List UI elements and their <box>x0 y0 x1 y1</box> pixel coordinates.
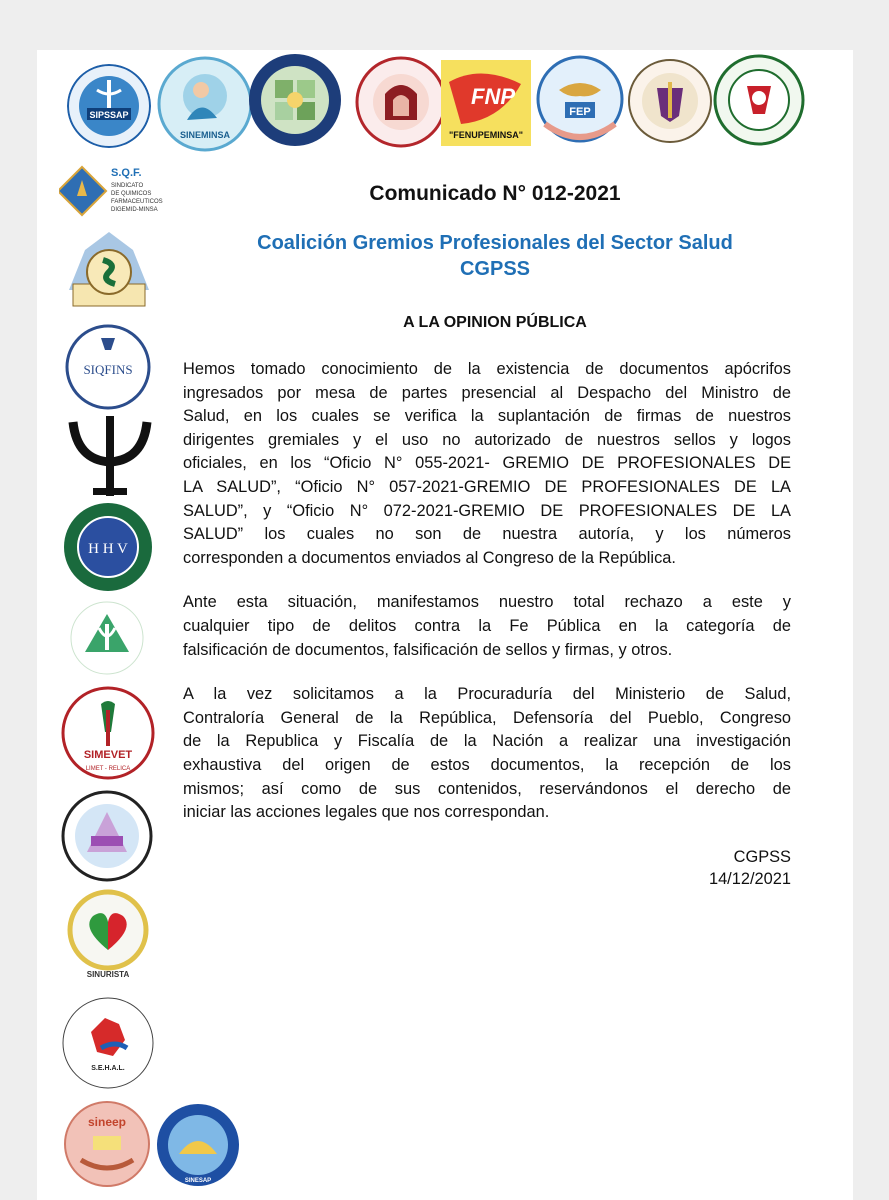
logo-sineep <box>63 1100 151 1188</box>
logo-fep <box>535 54 625 146</box>
logo-psicologos-triangle <box>59 598 155 678</box>
document-body <box>183 358 791 846</box>
logo-hhv <box>63 502 153 592</box>
sinesap-label: SINESAP <box>184 1178 212 1184</box>
coalition-acronym: CGPSS <box>459 258 531 280</box>
fenupeminsa-label: "FENUPEMINSA" <box>448 130 524 140</box>
document-date: 14/12/2021 <box>708 870 791 888</box>
paragraph-1 <box>183 358 791 570</box>
logo-obstetras <box>355 56 447 148</box>
siqfins-label: SIQFINS <box>83 362 133 377</box>
sqf-title: S.Q.F. <box>111 167 142 179</box>
text-line: cualquier tipo de delitos contra la Fe Pública en la categoría de <box>183 616 791 635</box>
sineep-label: sineep <box>87 1115 127 1129</box>
text-line: SALUD” los cuales no son de nuestra autoría, y los números <box>183 525 791 544</box>
simevet-label: SIMEVET <box>83 749 133 761</box>
simevet-sub: LIMET - RELICA <box>85 766 131 772</box>
text-line: ingresados por mesa de partes presencial al Despacho del Ministro de <box>183 383 791 402</box>
paragraph-3 <box>183 683 791 825</box>
text-line: oficiales, en los “Oficio N° 055-2021- GREMIO DE PROFESIONALES DE <box>183 454 791 473</box>
sqf-line-1: SINDICATO <box>111 183 144 189</box>
text-line: exhaustiva del origen de estos documentos, la recepción de los <box>183 755 791 774</box>
section-heading: A LA OPINION PÚBLICA <box>403 314 587 331</box>
text-line: Contraloría General de la República, Defensoría del Pueblo, Congreso <box>183 708 791 727</box>
logo-biologos <box>713 54 805 146</box>
logo-siqfins <box>65 324 151 410</box>
document-page <box>37 50 853 1200</box>
fep-label: FEP <box>569 106 591 118</box>
logo-tecnologos <box>247 52 343 148</box>
text-line: corresponden a documentos enviados al Congreso de la República. <box>183 548 676 567</box>
logo-cirujanos-dentistas <box>627 58 713 144</box>
text-line: Ante esta situación, manifestamos nuestro total rechazo a este y <box>183 593 791 612</box>
coalition-name: Coalición Gremios Profesionales del Sector Salud <box>257 232 733 254</box>
logo-trabajadores-sociales <box>61 790 153 882</box>
logo-sinurista <box>61 888 155 980</box>
logo-fenupeminsa <box>441 60 531 146</box>
sinurista-label: SINURISTA <box>86 970 130 979</box>
text-line: LA SALUD”, “Oficio N° 057-2021-GREMIO DE PROFESIONALES DE LA <box>183 477 791 496</box>
fnp-label: FNP <box>471 84 515 109</box>
logo-psi <box>63 412 157 498</box>
text-line: mismos; así como de sus contenidos, reservándonos el derecho de <box>183 779 791 798</box>
logo-simevet <box>61 686 155 780</box>
logo-sehal <box>61 996 155 1090</box>
logo-sinesap <box>155 1102 241 1188</box>
logo-sinqufar <box>65 230 153 316</box>
sqf-line-2: DE QUIMICOS <box>111 191 152 197</box>
document-title: Comunicado N° 012-2021 <box>369 182 621 205</box>
logo-sqf <box>59 162 171 222</box>
sqf-line-4: DIGEMID-MINSA <box>111 207 158 213</box>
logo-sineminsa <box>157 56 253 152</box>
text-line: A la vez solicitamos a la Procuraduría del Ministerio de Salud, <box>183 685 791 704</box>
hhv-label: H H V <box>88 541 128 557</box>
text-line: iniciar las acciones legales que nos correspondan. <box>183 803 550 822</box>
text-line: Salud, en los cuales se verifica la suplantación de firmas de nuestros <box>183 407 791 426</box>
sineminsa-label: SINEMINSA <box>179 130 231 140</box>
sipssap-label: SIPSSAP <box>89 110 129 120</box>
text-line: falsificación de documentos, falsificación de sellos y firmas, y otros. <box>183 640 673 659</box>
logo-sipssap <box>67 64 151 148</box>
text-line: de la Republica y Fiscalía de la Nación a realizar una investigación <box>183 732 791 751</box>
text-line: dirigentes gremiales y el uso no autorizado de nuestros sellos y logos <box>183 430 791 449</box>
text-line: SALUD”, y “Oficio N° 072-2021-GREMIO DE PROFESIONALES DE LA <box>183 501 791 520</box>
sehal-label: S.E.H.A.L. <box>91 1065 125 1072</box>
signature: CGPSS <box>733 848 791 866</box>
sqf-line-3: FARMACEUTICOS <box>111 199 163 205</box>
paragraph-2 <box>183 591 791 662</box>
text-line: Hemos tomado conocimiento de la existencia de documentos apócrifos <box>183 360 791 378</box>
